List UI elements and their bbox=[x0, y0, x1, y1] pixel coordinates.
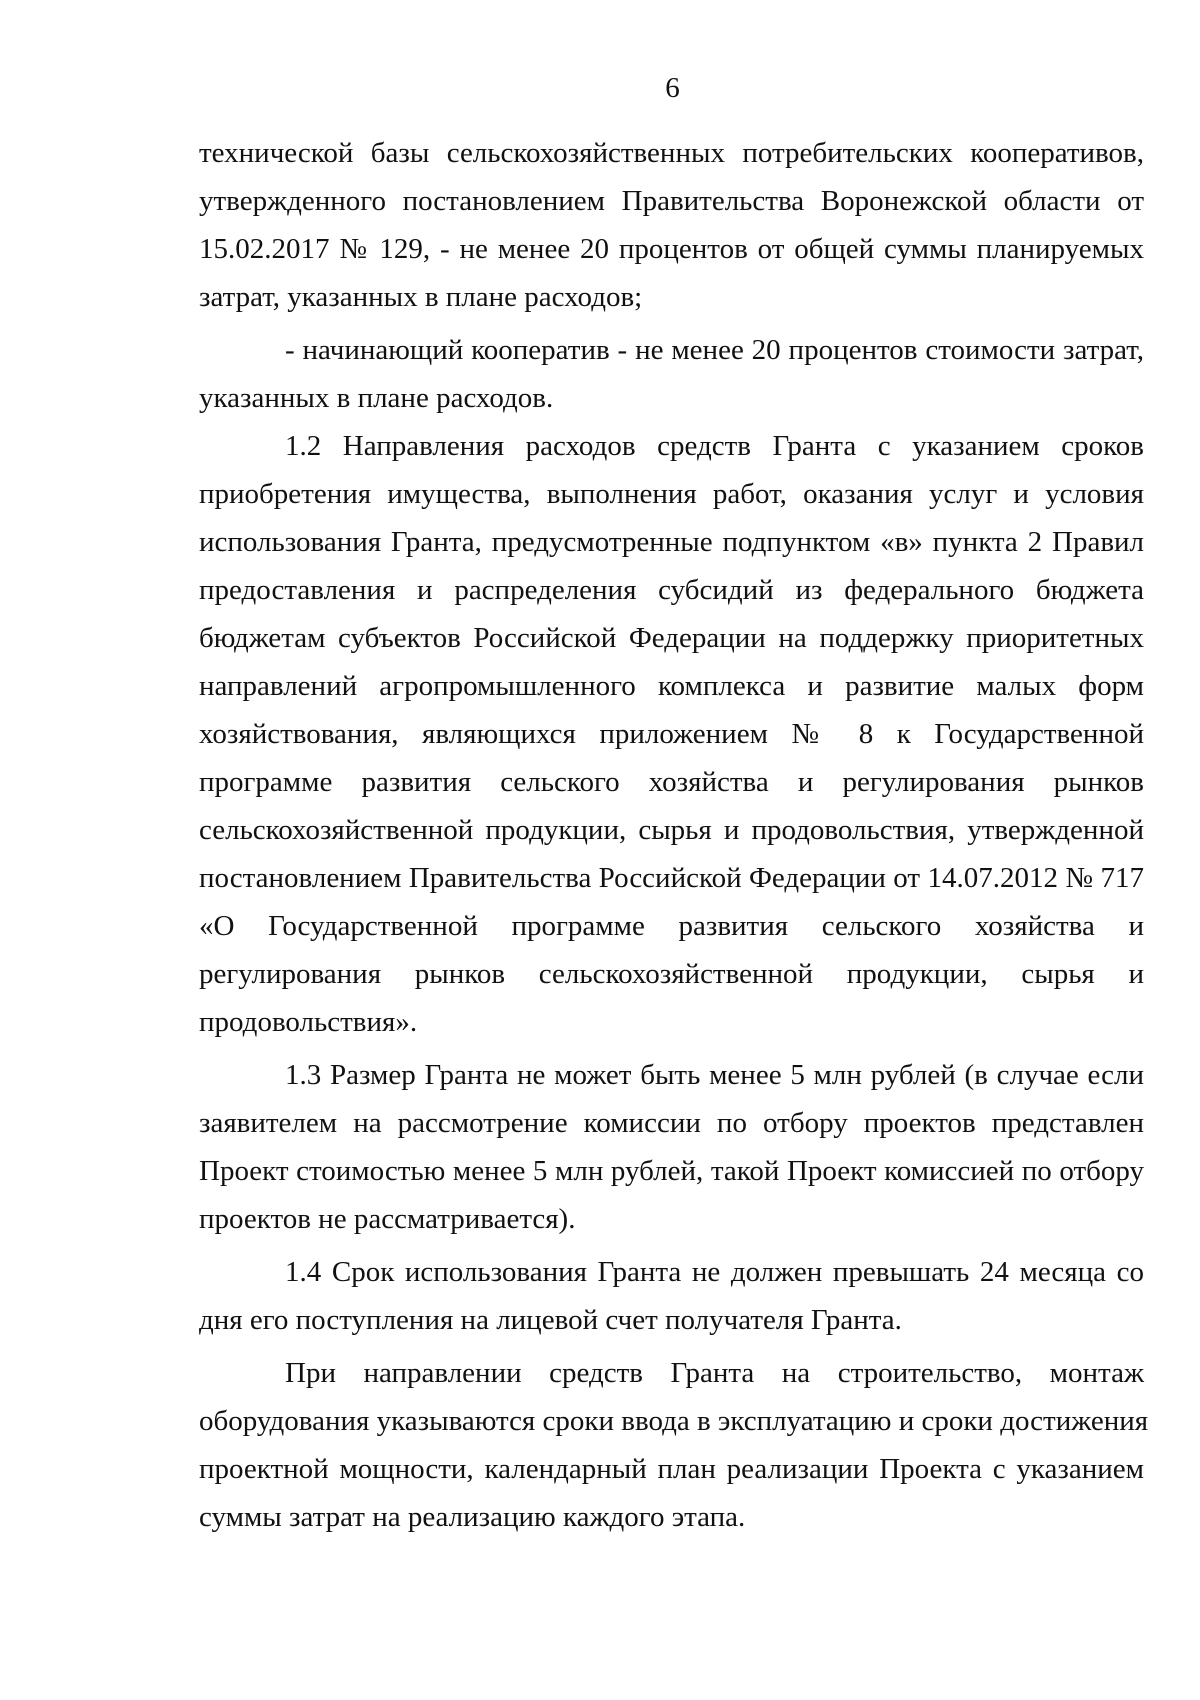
page-number: 6 bbox=[665, 72, 680, 104]
text-line: технической базы сельскохозяйственных потребительских кооперативов, bbox=[199, 137, 1144, 169]
text-line: приобретения имущества, выполнения работ, оказания услуг и условия bbox=[199, 478, 1144, 510]
text-line: суммы затрат на реализацию каждого этапа. bbox=[199, 1501, 746, 1533]
text-line: - начинающий кооператив - не менее 20 процентов стоимости затрат, bbox=[285, 334, 1144, 366]
text-line: При направлении средств Гранта на строительство, монтаж bbox=[285, 1357, 1144, 1389]
text-line: постановлением Правительства Российской Федерации от 14.07.2012 № 717 bbox=[199, 862, 1144, 894]
text-line: продовольствия». bbox=[199, 1006, 418, 1038]
text-line: 15.02.2017 № 129, - не менее 20 процентов от общей суммы планируемых bbox=[199, 233, 1144, 265]
text-line: предоставления и распределения субсидий из федерального бюджета bbox=[199, 574, 1144, 606]
text-line: сельскохозяйственной продукции, сырья и продовольствия, утвержденной bbox=[199, 814, 1144, 846]
text-line: проектов не рассматривается). bbox=[199, 1203, 576, 1235]
text-line: затрат, указанных в плане расходов; bbox=[199, 281, 643, 313]
text-line: оборудования указываются сроки ввода в эксплуатацию и сроки достижения bbox=[199, 1405, 1149, 1437]
text-line: 1.4 Срок использования Гранта не должен превышать 24 месяца со bbox=[285, 1256, 1144, 1288]
text-line: «О Государственной программе развития сельского хозяйства и bbox=[199, 910, 1144, 942]
text-line: проектной мощности, календарный план реализации Проекта с указанием bbox=[199, 1453, 1144, 1485]
text-line: указанных в плане расходов. bbox=[199, 382, 554, 414]
text-line: утвержденного постановлением Правительства Воронежской области от bbox=[199, 185, 1144, 217]
text-line: заявителем на рассмотрение комиссии по отбору проектов представлен bbox=[199, 1107, 1144, 1139]
text-line: 1.2 Направления расходов средств Гранта с указанием сроков bbox=[285, 430, 1144, 462]
text-line: регулирования рынков сельскохозяйственной продукции, сырья и bbox=[199, 958, 1144, 990]
text-line: направлений агропромышленного комплекса и развитие малых форм bbox=[199, 670, 1144, 702]
text-line: хозяйствования, являющихся приложением № 8 к Государственной bbox=[199, 718, 1144, 750]
text-line: дня его поступления на лицевой счет получателя Гранта. bbox=[199, 1304, 902, 1336]
text-line: 1.3 Размер Гранта не может быть менее 5 млн рублей (в случае если bbox=[285, 1059, 1144, 1091]
text-line: программе развития сельского хозяйства и регулирования рынков bbox=[199, 766, 1144, 798]
text-line: бюджетам субъектов Российской Федерации на поддержку приоритетных bbox=[199, 622, 1144, 654]
text-line: использования Гранта, предусмотренные подпунктом «в» пункта 2 Правил bbox=[199, 526, 1144, 558]
text-line: Проект стоимостью менее 5 млн рублей, такой Проект комиссией по отбору bbox=[199, 1155, 1144, 1187]
